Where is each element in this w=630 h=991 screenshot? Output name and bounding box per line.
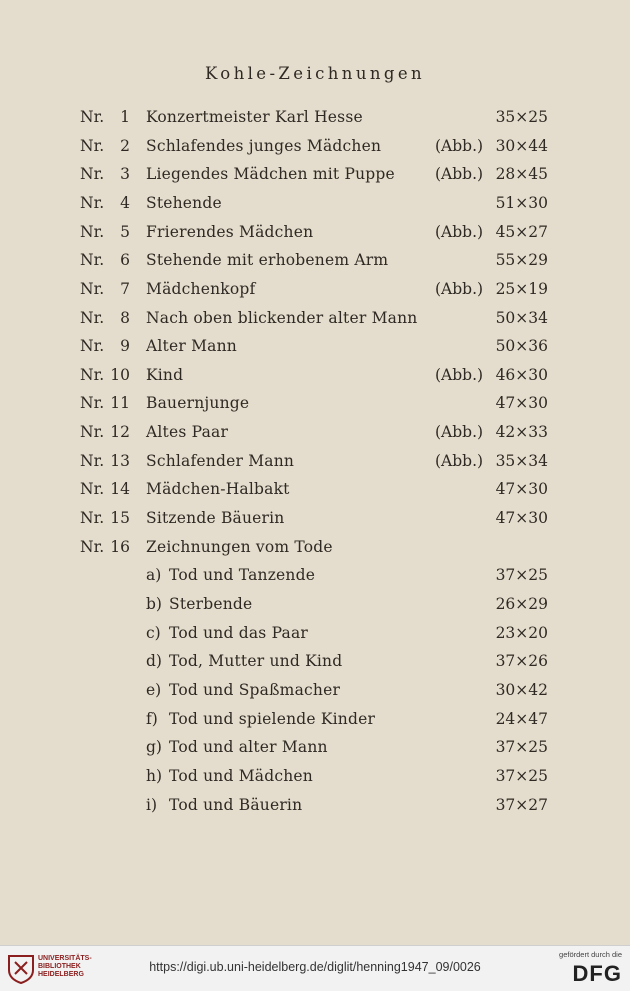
item-title: Altes Paar (146, 423, 229, 441)
item-number-value: 12 (110, 423, 130, 441)
item-title: Schlafendes junges Mädchen (146, 137, 382, 155)
subitem-title: Tod und Tanzende (169, 566, 316, 584)
item-title: Nach oben blickender alter Mann (146, 309, 418, 327)
item-number-value: 8 (120, 309, 130, 327)
subitem-title: Tod und das Paar (169, 624, 308, 642)
catalogue-row (0, 275, 630, 303)
catalogue-row (0, 218, 630, 246)
item-number-label: Nr. (80, 280, 105, 298)
subitem-letter: d) (146, 652, 162, 670)
item-number-label: Nr. (80, 509, 105, 527)
item-title: Konzertmeister Karl Hesse (146, 108, 363, 126)
item-number-value: 14 (110, 480, 130, 498)
catalogue-row (0, 475, 630, 503)
catalogue-row (0, 447, 630, 475)
illustration-note: (Abb.) (435, 452, 484, 470)
subitem-title: Tod und Bäuerin (169, 796, 303, 814)
item-number (80, 218, 130, 246)
catalogue-row (0, 332, 630, 360)
item-number (80, 389, 130, 417)
catalogue-subrow (0, 705, 630, 733)
subitem-letter: f) (146, 710, 158, 728)
funding-note: gefördert durch die (559, 950, 622, 959)
item-number (80, 103, 130, 131)
item-title: Mädchenkopf (146, 280, 256, 298)
item-number-label: Nr. (80, 223, 105, 241)
subitem-letter: e) (146, 681, 162, 699)
item-title: Schlafender Mann (146, 452, 295, 470)
subitem-letter: c) (146, 624, 161, 642)
item-title: Kind (146, 366, 184, 384)
item-number-label: Nr. (80, 480, 105, 498)
item-number-label: Nr. (80, 423, 105, 441)
item-number-value: 11 (110, 394, 130, 412)
item-dimensions: 50×34 (495, 309, 548, 327)
item-number (80, 475, 130, 503)
item-dimensions: 47×30 (495, 394, 548, 412)
subitem-title: Tod, Mutter und Kind (169, 652, 343, 670)
item-number-value: 13 (110, 452, 130, 470)
item-dimensions: 55×29 (495, 251, 548, 269)
item-number-label: Nr. (80, 194, 105, 212)
subitem-dimensions: 24×47 (495, 710, 548, 728)
subitem-letter: g) (146, 738, 162, 756)
item-number-value: 4 (120, 194, 130, 212)
item-number (80, 361, 130, 389)
item-number (80, 132, 130, 160)
subitem-dimensions: 37×25 (495, 738, 548, 756)
item-dimensions: 28×45 (495, 165, 548, 183)
catalogue-subrow (0, 590, 630, 618)
subitem-letter: h) (146, 767, 163, 785)
subitem-letter: i) (146, 796, 158, 814)
item-dimensions: 35×25 (495, 108, 548, 126)
item-title: Stehende mit erhobenem Arm (146, 251, 389, 269)
subitem-dimensions: 26×29 (495, 595, 548, 613)
catalogue-row (0, 160, 630, 188)
item-title: Stehende (146, 194, 222, 212)
item-number (80, 533, 130, 561)
illustration-note: (Abb.) (435, 137, 484, 155)
item-number (80, 447, 130, 475)
item-number (80, 332, 130, 360)
catalogue-subrow (0, 619, 630, 647)
item-title: Frierendes Mädchen (146, 223, 314, 241)
library-name-line: UNIVERSITÄTS- (38, 955, 92, 962)
item-number-value: 6 (120, 251, 130, 269)
item-dimensions: 45×27 (495, 223, 548, 241)
catalogue-row (0, 418, 630, 446)
catalogue-subrow (0, 762, 630, 790)
item-number (80, 304, 130, 332)
item-number-value: 5 (120, 223, 130, 241)
item-number-value: 10 (110, 366, 130, 384)
catalogue-row (0, 189, 630, 217)
item-number-label: Nr. (80, 394, 105, 412)
illustration-note: (Abb.) (435, 165, 484, 183)
item-number-value: 2 (120, 137, 130, 155)
item-number-value: 7 (120, 280, 130, 298)
subitem-letter: a) (146, 566, 162, 584)
catalogue-subrow (0, 676, 630, 704)
library-name-line: HEIDELBERG (38, 971, 84, 978)
item-title: Liegendes Mädchen mit Puppe (146, 165, 395, 183)
item-number-label: Nr. (80, 137, 105, 155)
catalogue-row (0, 132, 630, 160)
item-number-label: Nr. (80, 251, 105, 269)
catalogue-subrow (0, 561, 630, 589)
catalogue-subrow (0, 733, 630, 761)
item-number (80, 275, 130, 303)
item-number (80, 160, 130, 188)
catalogue-row (0, 246, 630, 274)
item-title: Zeichnungen vom Tode (146, 538, 333, 556)
item-number-value: 16 (110, 538, 130, 556)
subitem-dimensions: 37×25 (495, 767, 548, 785)
subitem-title: Tod und Mädchen (169, 767, 313, 785)
item-number (80, 504, 130, 532)
catalogue-subrow (0, 791, 630, 819)
item-dimensions: 47×30 (495, 480, 548, 498)
illustration-note: (Abb.) (435, 223, 484, 241)
item-number-value: 9 (120, 337, 130, 355)
subitem-title: Tod und alter Mann (169, 738, 328, 756)
subitem-title: Sterbende (169, 595, 253, 613)
item-dimensions: 51×30 (495, 194, 548, 212)
item-title: Mädchen-Halbakt (146, 480, 290, 498)
item-number-label: Nr. (80, 452, 105, 470)
subitem-title: Tod und spielende Kinder (169, 710, 376, 728)
viewer-footer (0, 945, 630, 991)
item-number (80, 418, 130, 446)
item-number-label: Nr. (80, 366, 105, 384)
catalogue-row (0, 304, 630, 332)
subitem-dimensions: 37×26 (495, 652, 548, 670)
item-title: Bauernjunge (146, 394, 250, 412)
page-title: Kohle-Zeichnungen (204, 64, 426, 83)
item-dimensions: 50×36 (495, 337, 548, 355)
catalogue-row (0, 504, 630, 532)
library-name-line: BIBLIOTHEK (38, 963, 81, 970)
item-title: Alter Mann (146, 337, 237, 355)
item-dimensions: 47×30 (495, 509, 548, 527)
catalogue-subrow (0, 647, 630, 675)
subitem-dimensions: 23×20 (495, 624, 548, 642)
item-dimensions: 42×33 (495, 423, 548, 441)
item-number-label: Nr. (80, 337, 105, 355)
item-number-label: Nr. (80, 165, 105, 183)
item-dimensions: 30×44 (495, 137, 548, 155)
subitem-title: Tod und Spaßmacher (169, 681, 341, 699)
catalogue-row (0, 533, 630, 561)
illustration-note: (Abb.) (435, 366, 484, 384)
catalogue-row (0, 361, 630, 389)
catalogue-row (0, 389, 630, 417)
item-dimensions: 25×19 (495, 280, 548, 298)
item-number-label: Nr. (80, 108, 105, 126)
page-url-link[interactable]: https://digi.ub.uni-heidelberg.de/diglit/henning1947_09/0026 (149, 960, 481, 974)
item-number (80, 246, 130, 274)
item-title: Sitzende Bäuerin (146, 509, 285, 527)
subitem-dimensions: 37×27 (495, 796, 548, 814)
subitem-dimensions: 30×42 (495, 681, 548, 699)
subitem-dimensions: 37×25 (495, 566, 548, 584)
item-dimensions: 35×34 (495, 452, 548, 470)
subitem-letter: b) (146, 595, 162, 613)
item-number-value: 3 (120, 165, 130, 183)
item-number-label: Nr. (80, 538, 105, 556)
item-number-value: 1 (120, 108, 130, 126)
illustration-note: (Abb.) (435, 423, 484, 441)
illustration-note: (Abb.) (435, 280, 484, 298)
item-number-label: Nr. (80, 309, 105, 327)
dfg-logo[interactable]: DFG (572, 961, 622, 986)
item-number-value: 15 (110, 509, 130, 527)
catalogue-row (0, 103, 630, 131)
item-number (80, 189, 130, 217)
item-dimensions: 46×30 (495, 366, 548, 384)
